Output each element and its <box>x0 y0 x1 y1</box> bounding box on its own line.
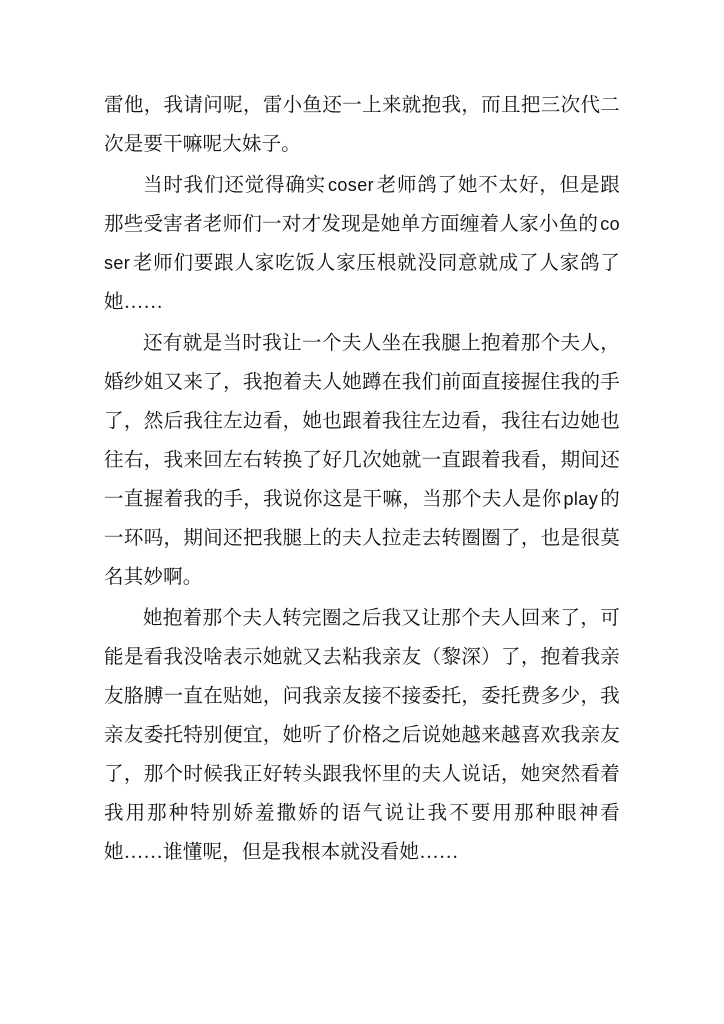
text-run: 当时我们还觉得确实 <box>143 175 326 196</box>
text-run-latin: play <box>563 489 599 509</box>
text-run-latin: coser <box>328 175 375 195</box>
text-run-latin: coser <box>104 214 620 273</box>
text-run: 老师们要跟人家吃饭人家压根就没同意就成了人家鸽了她…… <box>104 253 620 313</box>
text-run: 她抱着那个夫人转完圈之后我又让那个夫人回来了，可能是看我没啥表示她就又去粘我亲友（黎深）了，抱着我亲友胳膊一直在贴她，问我亲友接不接委托，委托费多少，我亲友委托特别便宜，她听了价格之后说她越来越喜欢我亲友了，那个时候我正好转头跟我怀里的夫人说话，她突然看着我用那种特别娇羞撒娇的语气说让我不要用那种眼神看她……谁懂呢，但是我根本就没看她…… <box>104 608 620 863</box>
text-run: 还有就是当时我让一个夫人坐在我腿上抱着那个夫人，婚纱姐又来了，我抱着夫人她蹲在我们前面直接握住我的手了，然后我往左边看，她也跟着我往左边看，我往右边她也往右，我来回左右转换了好几次她就一直跟着我看，期间还一直握着我的手，我说你这是干嘛，当那个夫人是你 <box>104 333 620 510</box>
text-run: 雷他，我请问呢，雷小鱼还一上来就抱我，而且把三次代二次是要干嘛呢大妹子。 <box>104 95 620 155</box>
paragraph <box>104 599 620 872</box>
text-run: 的一环吗，期间还把我腿上的夫人拉走去转圈圈了，也是很莫名其妙啊。 <box>104 489 620 588</box>
paragraph <box>104 166 620 322</box>
paragraph <box>104 324 620 597</box>
document-body <box>104 86 620 872</box>
text-run: 老师鸽了她不太好，但是跟那些受害者老师们一对才发现是她单方面缠着人家小鱼的 <box>104 175 620 235</box>
paragraph <box>104 86 620 164</box>
